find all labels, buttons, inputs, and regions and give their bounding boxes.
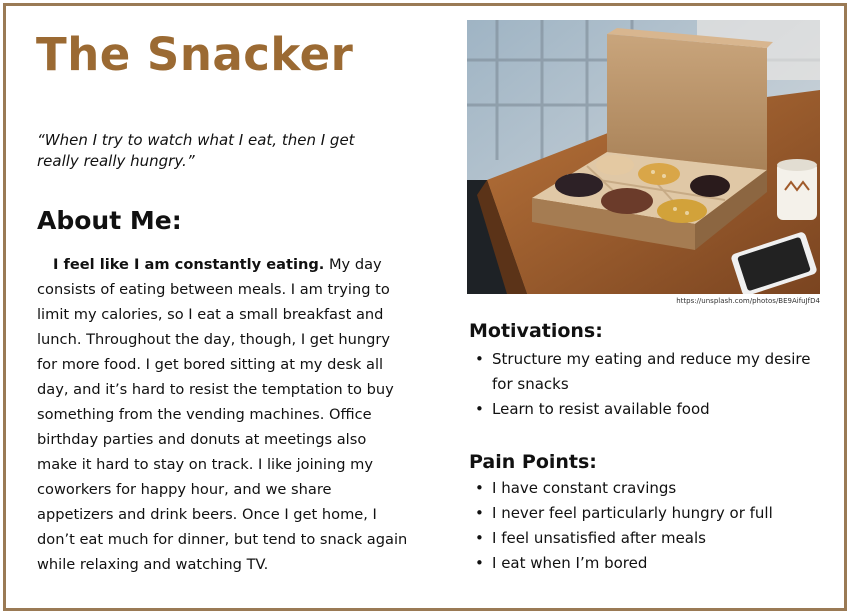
pain-point-item: • I eat when I’m bored: [470, 551, 820, 576]
donut-box-photo: [467, 20, 820, 294]
persona-quote: “When I try to watch what I eat, then I get really really hungry.”: [37, 131, 355, 170]
motivation-item: • Structure my eating and reduce my desire for snacks: [470, 347, 820, 397]
pain-point-item: • I never feel particularly hungry or full: [470, 501, 820, 526]
about-lead: I feel like I am constantly eating.: [53, 256, 325, 273]
motivation-item: • Learn to resist available food: [470, 397, 820, 422]
photo-credit: https://unsplash.com/photos/BE9AifuJfD4: [676, 297, 820, 305]
motivations-heading: Motivations:: [469, 320, 603, 342]
about-body: [37, 252, 409, 577]
about-heading: About Me:: [37, 206, 182, 235]
about-text: My day consists of eating between meals. I am trying to limit my calories, so I eat a small breakfast and lunch. Throughout the day, though, I get hungry for more food. I get bored sitting at my desk all day, and it’s hard to resist the temptation to buy something from the vending machines. Office birthday parties and donuts at meetings also make it hard to stay on track. I like joining my coworkers for happy hour, and we share appetizers and drink beers. Once I get home, I don’t eat much for dinner, but tend to snack again while relaxing and watching TV.: [37, 256, 408, 573]
motivations-list: [470, 347, 820, 422]
pain-point-item: • I have constant cravings: [470, 476, 820, 501]
pain-point-item: • I feel unsatisfied after meals: [470, 526, 820, 551]
page-title: The Snacker: [36, 28, 354, 81]
pain-points-heading: Pain Points:: [469, 451, 597, 473]
pain-points-list: [470, 476, 820, 576]
